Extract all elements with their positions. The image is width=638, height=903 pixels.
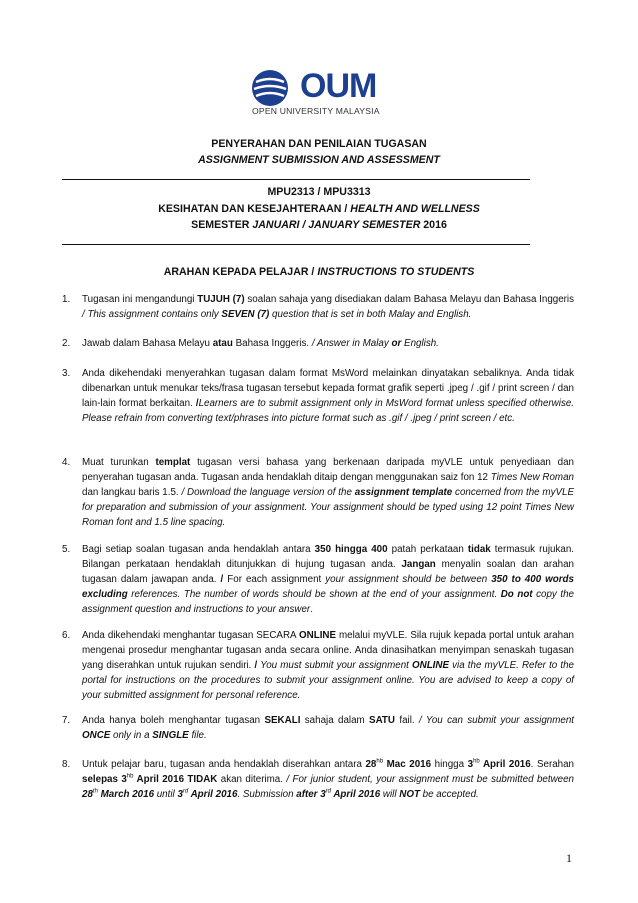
instructions-heading: ARAHAN KEPADA PELAJAR / INSTRUCTIONS TO STUDENTS: [163, 266, 475, 278]
instruction-item-7: 7. Anda hanya boleh menghantar tugasan SEKALI sahaja dalam SATU fail. / You can submit your assignment ONCE only in a SINGLE file.: [62, 715, 574, 741]
title-english: ASSIGNMENT SUBMISSION AND ASSESSMENT: [198, 154, 440, 166]
instruction-item-3: 3. Anda dikehendaki menyerahkan tugasan dalam format MsWord melainkan dinyatakan sebaliknya. Anda tidak dibenarkan untuk menukar teks/frasa tugasan tersebut kepada format grafik seperti .jpeg / .gif / print screen / dan lain-lain format berkaitan. /Learners are to submit assignment only in MsWord format unless specified otherwise. Please refrain from converting text/phrases into picture format such as .gif / .jpeg / print screen / etc.: [62, 368, 575, 424]
instruction-item-1: 1. Tugasan ini mengandungi TUJUH (7) soalan sahaja yang disediakan dalam Bahasa Melayu dan Bahasa Inggeris / This assignment contains only SEVEN (7) question that is set in both Malay and English.: [62, 294, 575, 320]
oum-globe-icon: [250, 68, 298, 108]
page-number: 1: [566, 851, 572, 865]
course-codes: MPU2313 / MPU3313: [267, 186, 371, 198]
title-malay: PENYERAHAN DAN PENILAIAN TUGASAN: [211, 138, 427, 150]
divider-bottom: [62, 244, 530, 245]
instruction-item-5: 5. Bagi setiap soalan tugasan anda hendaklah antara 350 hingga 400 patah perkataan tidak termasuk rujukan. Bilangan perkataan hendaklah ditunjukkan di hujung tugasan anda. Jangan menyalin soalan dan arahan tugasan dalam jawapan anda. / For each assignment your assignment should be between 350 to 400 words excluding references. The number of words should be shown at the end of your assignment. Do not copy the assignment question and instructions to your answer.: [62, 544, 574, 615]
course-name: KESIHATAN DAN KESEJAHTERAAN / HEALTH AND WELLNESS: [158, 203, 480, 215]
logo-subtitle: OPEN UNIVERSITY MALAYSIA: [252, 106, 380, 116]
instruction-item-2: 2. Jawab dalam Bahasa Melayu atau Bahasa Inggeris. / Answer in Malay or English.: [62, 338, 439, 349]
semester: SEMESTER JANUARI / JANUARY SEMESTER 2016: [191, 219, 447, 231]
instruction-item-8: 8. Untuk pelajar baru, tugasan anda hendaklah diserahkan antara $28^{hb}$ Mac 2016 hingga $3^{hb}$ April 2016. Serahan selepas $3^{hb}$ April 2016 TIDAK akan diterima. / For junior student, your assignment must be submitted between 28th March 2016 until 3rd April 2016. Submission after 3rd April 2016 will NOT be accepted.: [62, 758, 575, 800]
instruction-item-4: 4. Muat turunkan templat tugasan versi bahasa yang berkenaan daripada myVLE untuk penyediaan dan penyerahan tugasan anda. Tugasan anda hendaklah ditaip dengan menggunakan saiz fon 12 Times New Roman dan langkau baris 1.5. / Download the language version of the assignment template concerned from the myVLE for preparation and submission of your assignment. Your assignment should be typed using 12 point Times New Roman font and 1.5 line spacing.: [62, 457, 575, 528]
logo-wordmark: OUM: [300, 67, 377, 105]
divider-top: [62, 179, 530, 180]
instruction-item-6: 6. Anda dikehendaki menghantar tugasan SECARA ONLINE melalui myVLE. Sila rujuk kepada portal untuk arahan mengenai prosedur menghantar tugasan anda secara online. Anda dinasihatkan menyimpan senaskah tugasan yang diserahkan untuk rujukan sendiri. / You must submit your assignment ONLINE via the myVLE. Refer to the portal for instructions on the procedures to submit your assignment online. You are advised to keep a copy of your submitted assignment for personal reference.: [62, 630, 574, 701]
oum-logo: [250, 68, 400, 120]
